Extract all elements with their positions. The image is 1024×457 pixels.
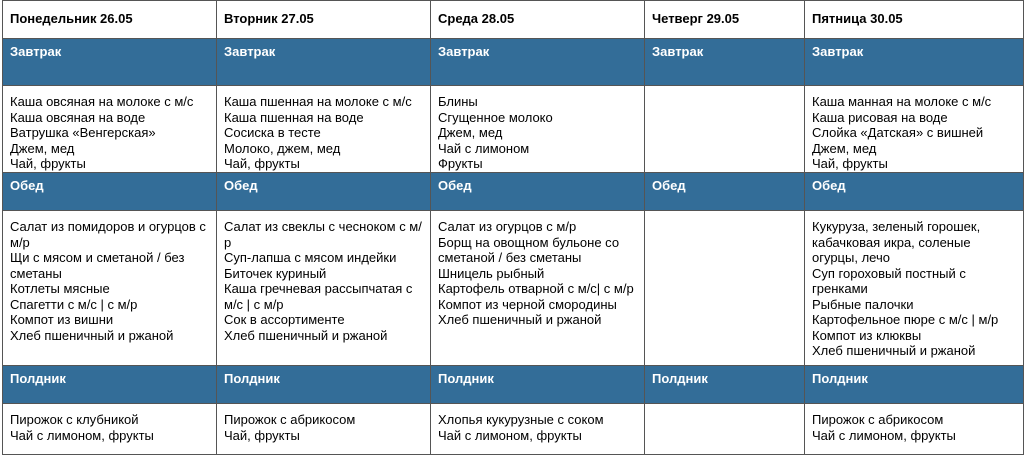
breakfast-cell (3, 86, 217, 173)
menu-item: Котлеты мясные (10, 281, 110, 296)
menu-item: Молоко, джем, мед (224, 140, 341, 156)
menu-item: Салат из помидоров и огурцов с м/р (10, 219, 206, 250)
menu-item: Картофельное пюре с м/с | м/р (812, 312, 999, 327)
breakfast-cell (431, 86, 645, 173)
lunch-header-row (3, 173, 1024, 211)
menu-item: Кукуруза, зеленый горошек, кабачковая икра, соленые огурцы, лечо (812, 219, 981, 265)
snack-label: Полдник (645, 366, 805, 404)
breakfast-label: Завтрак (431, 39, 645, 86)
menu-item: Чай, фрукты (224, 427, 300, 443)
snack-label: Полдник (805, 366, 1024, 404)
lunch-cell (3, 211, 217, 366)
snack-cell (805, 404, 1024, 455)
breakfast-label: Завтрак (645, 39, 805, 86)
menu-item: Каша пшенная на молоке с м/с (224, 94, 412, 109)
lunch-items-row (3, 211, 1024, 366)
menu-item: Чай с лимоном, фрукты (10, 427, 154, 443)
menu-item: Спагетти с м/с | с м/р (10, 296, 138, 312)
menu-item: Хлеб пшеничный и ржаной (224, 327, 388, 343)
menu-item: Чай, фрукты (224, 156, 300, 171)
menu-item: Щи с мясом и сметаной / без сметаны (10, 250, 185, 281)
breakfast-cell (805, 86, 1024, 173)
menu-item: Каша овсяная на воде (10, 109, 146, 125)
menu-item: Чай с лимоном, фрукты (438, 427, 582, 443)
lunch-cell (431, 211, 645, 366)
day-title: Понедельник 26.05 (3, 1, 217, 39)
menu-item: Салат из огурцов с м/р (438, 219, 577, 234)
menu-item: Суп гороховый постный с гренками (812, 265, 966, 296)
menu-item: Шницель рыбный (438, 265, 545, 281)
menu-item: Блины (438, 94, 478, 109)
menu-item: Пирожок с клубникой (10, 412, 139, 427)
breakfast-items-row (3, 86, 1024, 173)
snack-label: Полдник (217, 366, 431, 404)
menu-item: Каша рисовая на воде (812, 109, 948, 125)
menu-item: Хлеб пшеничный и ржаной (10, 327, 174, 343)
menu-item: Пирожок с абрикосом (224, 412, 356, 427)
menu-item: Сосиска в тесте (224, 125, 321, 140)
menu-item: Компот из вишни (10, 312, 114, 327)
menu-item: Компот из клюквы (812, 327, 922, 343)
menu-item: Пирожок с абрикосом (812, 412, 944, 427)
menu-item: Хлеб пшеничный и ржаной (438, 312, 602, 327)
snack-cell (3, 404, 217, 455)
menu-item: Сгущенное молоко (438, 109, 553, 125)
menu-item: Каша пшенная на воде (224, 109, 364, 125)
lunch-cell (217, 211, 431, 366)
menu-item: Рыбные палочки (812, 296, 914, 312)
day-title: Пятница 30.05 (805, 1, 1024, 39)
menu-item: Слойка «Датская» с вишней (812, 125, 984, 140)
day-header-row (3, 1, 1024, 39)
lunch-label: Обед (645, 173, 805, 211)
lunch-cell (805, 211, 1024, 366)
breakfast-label: Завтрак (217, 39, 431, 86)
menu-item: Чай с лимоном (438, 140, 530, 156)
snack-label: Полдник (431, 366, 645, 404)
snack-cell (431, 404, 645, 455)
menu-item: Суп-лапша с мясом индейки (224, 250, 397, 265)
snack-header-row (3, 366, 1024, 404)
menu-item: Хлопья кукурузные с соком (438, 412, 604, 427)
menu-item: Борщ на овощном бульоне со сметаной / без сметаны (438, 234, 620, 265)
menu-item: Чай с лимоном, фрукты (812, 427, 956, 443)
breakfast-label: Завтрак (3, 39, 217, 86)
menu-item: Чай, фрукты (10, 156, 86, 171)
menu-item: Чай, фрукты (812, 156, 888, 171)
lunch-label: Обед (3, 173, 217, 211)
menu-item: Картофель отварной с м/с| с м/р (438, 281, 634, 296)
snack-cell (217, 404, 431, 455)
menu-item: Компот из черной смородины (438, 296, 617, 312)
lunch-label: Обед (805, 173, 1024, 211)
day-title: Четверг 29.05 (645, 1, 805, 39)
snack-label: Полдник (3, 366, 217, 404)
menu-item: Хлеб пшеничный и ржаной (812, 343, 976, 358)
breakfast-cell (217, 86, 431, 173)
lunch-cell (645, 211, 805, 366)
weekly-menu-table (2, 0, 1024, 455)
menu-item: Салат из свеклы с чесноком с м/р (224, 219, 422, 250)
snack-items-row (3, 404, 1024, 455)
day-title: Вторник 27.05 (217, 1, 431, 39)
menu-item: Сок в ассортименте (224, 312, 345, 327)
menu-item: Джем, мед (438, 125, 503, 140)
menu-item: Каша манная на молоке с м/с (812, 94, 992, 109)
menu-item: Ватрушка «Венгерская» (10, 125, 156, 140)
menu-item: Джем, мед (10, 140, 75, 156)
breakfast-cell (645, 86, 805, 173)
day-title: Среда 28.05 (431, 1, 645, 39)
menu-item: Каша овсяная на молоке с м/с (10, 94, 194, 109)
breakfast-label: Завтрак (805, 39, 1024, 86)
menu-item: Биточек куриный (224, 265, 327, 281)
lunch-label: Обед (217, 173, 431, 211)
breakfast-header-row (3, 39, 1024, 86)
menu-item: Фрукты (438, 156, 483, 171)
snack-cell (645, 404, 805, 455)
menu-item: Джем, мед (812, 140, 877, 156)
lunch-label: Обед (431, 173, 645, 211)
menu-item: Каша гречневая рассыпчатая с м/с | с м/р (224, 281, 413, 312)
